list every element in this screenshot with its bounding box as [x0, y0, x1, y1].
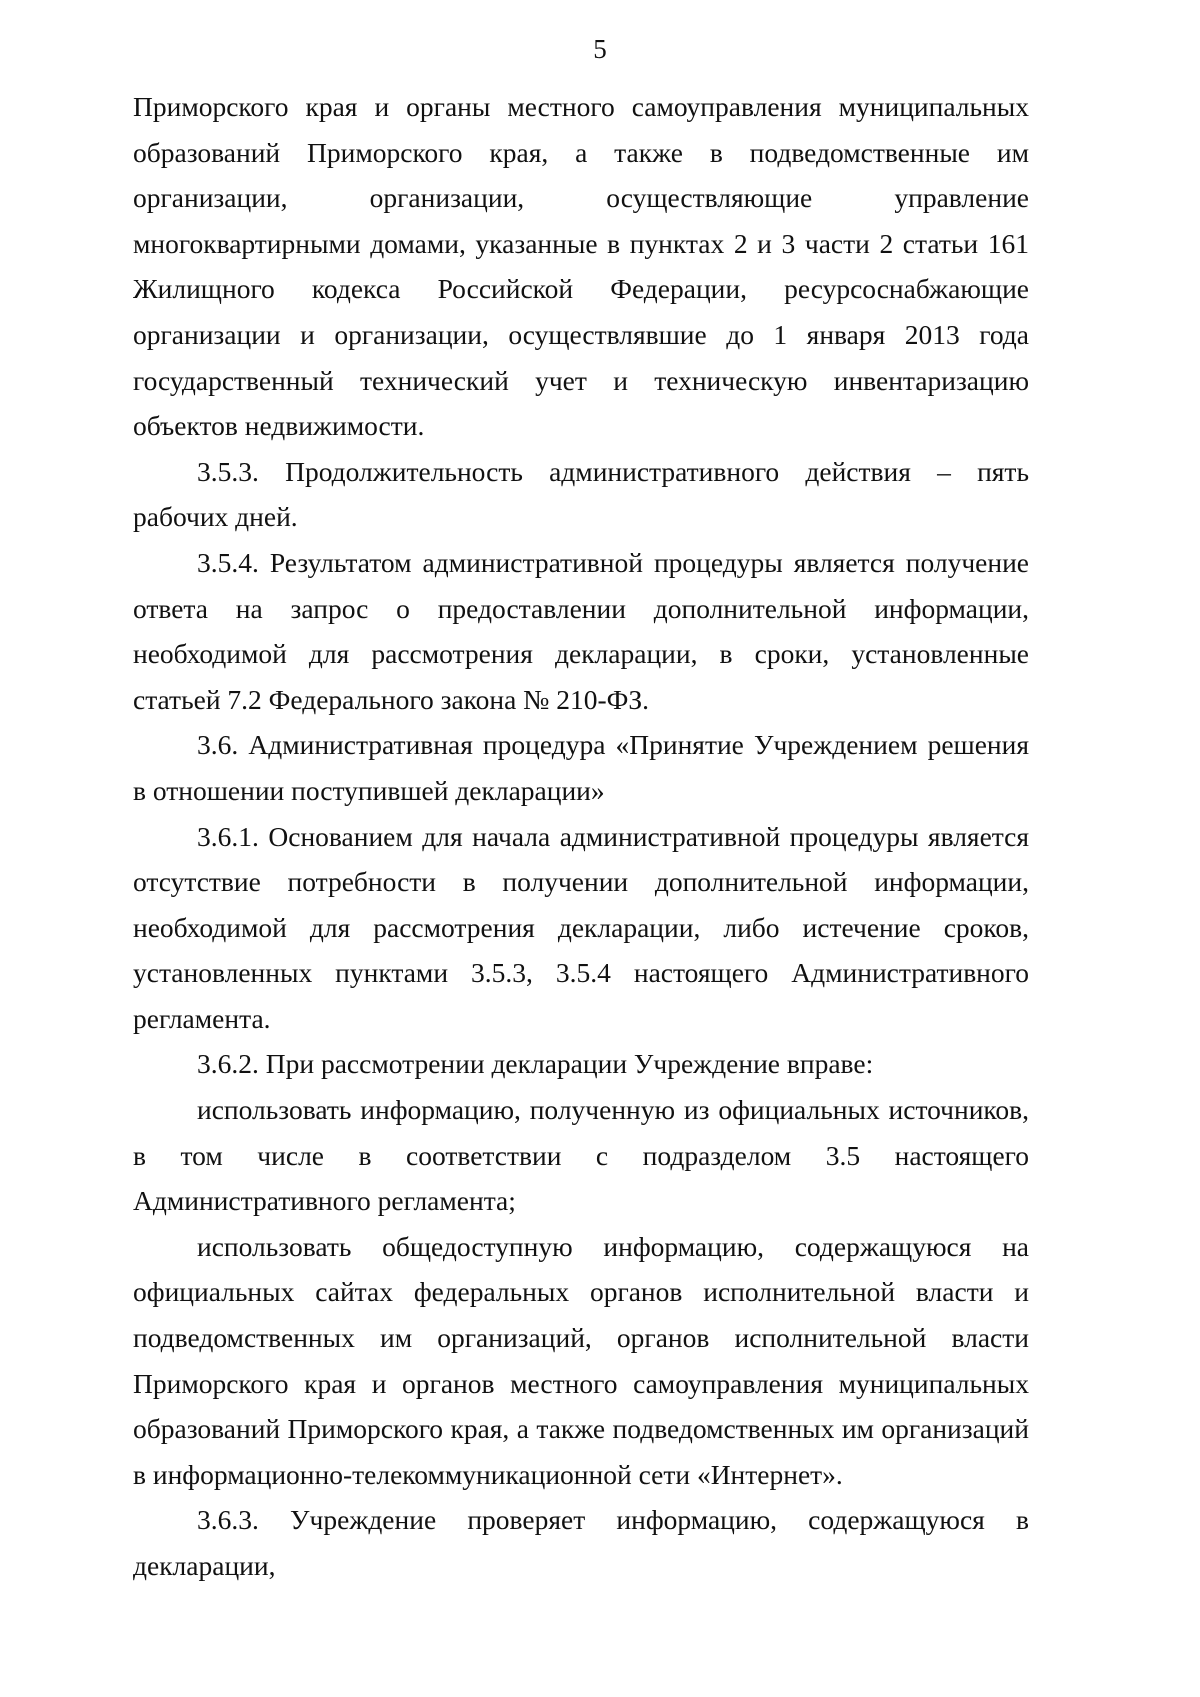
document-body — [133, 84, 1029, 1589]
page-number: 5 — [593, 34, 607, 64]
paragraph-3-6-1: 3.6.1. Основанием для начала административной процедуры является отсутствие потребности в получении дополнительной информации, необходимой для рассмотрения декларации, либо истечение сроков, установленных пунктами 3.5.3, 3.5.4 настоящего Административного регламента. — [133, 820, 1029, 1034]
paragraph-3-6-heading: 3.6. Административная процедура «Принятие Учреждением решения в отношении поступившей декларации» — [133, 729, 1029, 806]
paragraph-3-5-3: 3.5.3. Продолжительность административного действия – пять рабочих дней. — [133, 455, 1029, 533]
paragraph-3-6-2: 3.6.2. При рассмотрении декларации Учреждение вправе: — [197, 1048, 874, 1080]
paragraph-3-5-4: 3.5.4. Результатом административной процедуры является получение ответа на запрос о предоставлении дополнительной информации, необходимой для рассмотрения декларации, в сроки, установленные статьей 7.2 Федерального закона № 210-ФЗ. — [133, 546, 1029, 715]
paragraph-continuation: Приморского края и органы местного самоуправления муниципальных образований Приморского края, а также в подведомственные им организации, организации, осуществляющие управление многоквартирными домами, указанные в пунктах 2 и 3 части 2 статьи 161 Жилищного кодекса Российской Федерации, ресурсоснабжающие организации и организации, осуществлявшие до 1 января 2013 года государственный технический учет и техническую инвентаризацию объектов недвижимости. — [133, 91, 1029, 442]
paragraph-3-6-2-item-2: использовать общедоступную информацию, содержащуюся на официальных сайтах федеральных органов исполнительной власти и подведомственных им организаций, органов исполнительной власти Приморского края и органов местного самоуправления муниципальных образований Приморского края, а также подведомственных им организаций в информационно-телекоммуникационной сети «Интернет». — [133, 1230, 1029, 1490]
paragraph-3-6-3: 3.6.3. Учреждение проверяет информацию, содержащуюся в декларации, — [133, 1504, 1029, 1581]
paragraph-3-6-2-item-1: использовать информацию, полученную из официальных источников, в том числе в соответствии с подразделом 3.5 настоящего Административного регламента; — [133, 1094, 1029, 1217]
